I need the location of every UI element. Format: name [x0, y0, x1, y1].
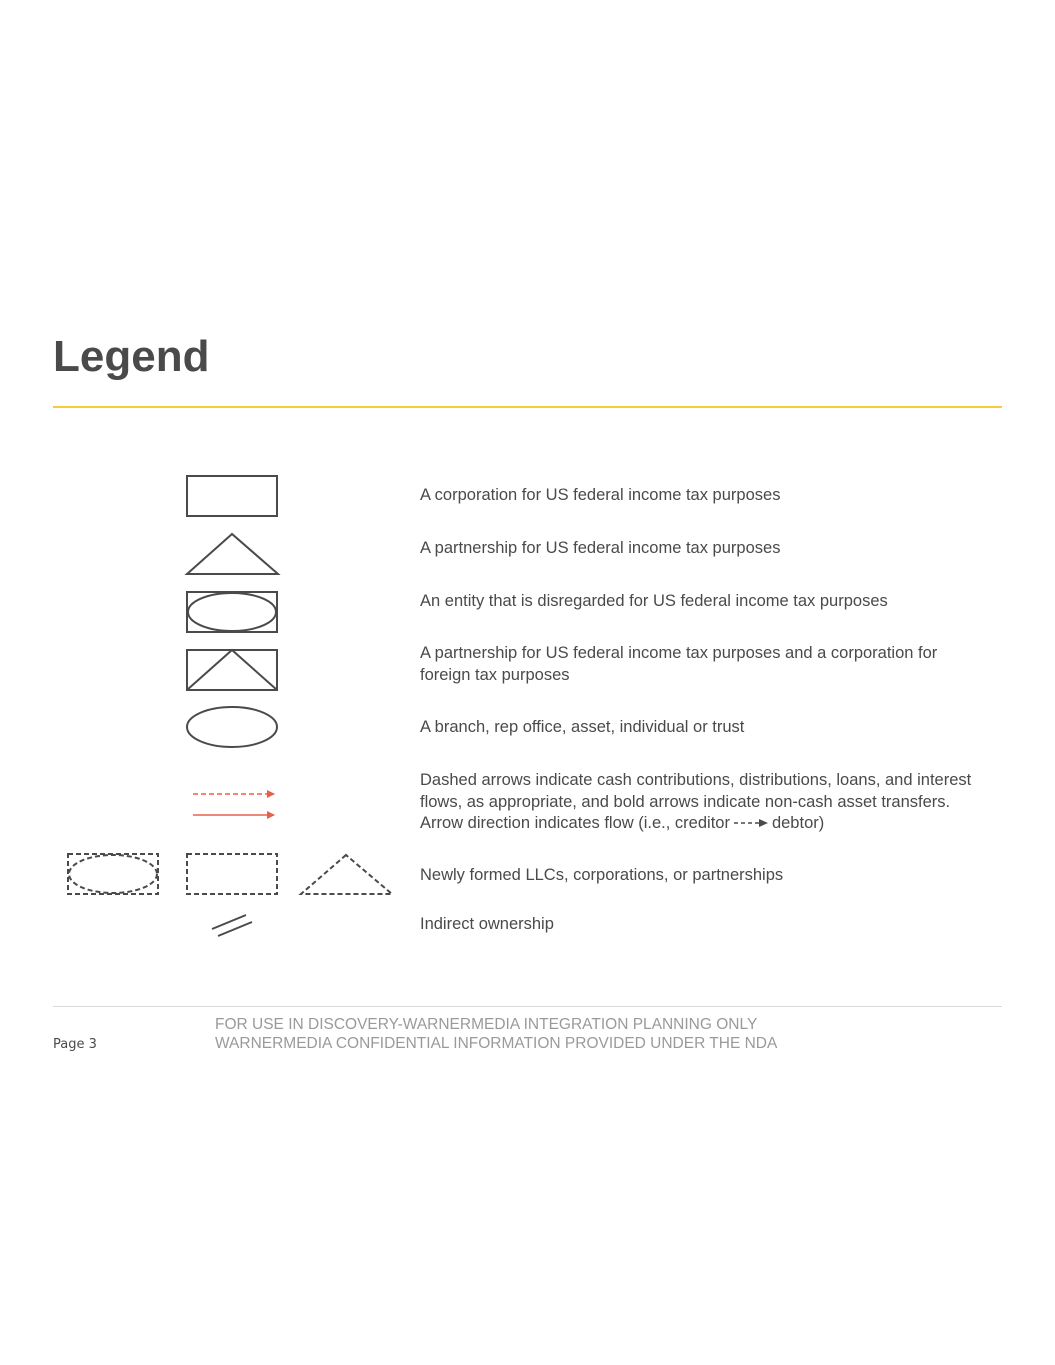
confidentiality-notice-line-2: WARNERMEDIA CONFIDENTIAL INFORMATION PROVIDED UNDER THE NDA: [215, 1035, 778, 1052]
legend-text-hybrid-entity: A partnership for US federal income tax purposes and a corporation for foreign tax purposes: [420, 644, 938, 684]
rectangle-icon: [187, 476, 277, 516]
title-divider: [53, 406, 1002, 408]
dashed-triangle-icon: [301, 855, 392, 894]
arrows-description-end: debtor): [771, 814, 825, 832]
inline-dashed-arrow-icon: [733, 818, 769, 828]
triangle-icon: [187, 534, 278, 574]
legend-text-indirect-ownership: Indirect ownership: [420, 915, 554, 933]
oval-icon: [187, 707, 277, 747]
dashed-oval-in-rectangle-icon: [68, 854, 158, 894]
confidentiality-notice-line-1: FOR USE IN DISCOVERY-WARNERMEDIA INTEGRATION PLANNING ONLY: [215, 1016, 758, 1033]
page-number: Page 3: [53, 1037, 97, 1052]
dashed-rectangle-icon: [187, 854, 277, 894]
legend-text-partnership: A partnership for US federal income tax purposes: [420, 539, 781, 557]
legend-text-disregarded-entity: An entity that is disregarded for US federal income tax purposes: [420, 592, 888, 610]
double-slash-icon: [212, 915, 252, 936]
legend-text-newly-formed: Newly formed LLCs, corporations, or partnerships: [420, 866, 784, 884]
oval-in-rectangle-icon: [187, 592, 277, 632]
page-title: Legend: [53, 332, 210, 381]
triangle-in-rectangle-icon: [187, 650, 277, 690]
legend-text-corporation: A corporation for US federal income tax purposes: [420, 486, 781, 504]
legend-text-arrows: [420, 770, 990, 835]
legend-text-branch: A branch, rep office, asset, individual or trust: [420, 718, 745, 736]
arrows-description: Dashed arrows indicate cash contributions, distributions, loans, and interest flows, as appropriate, and bold arrows indicate non-cash asset transfers. Arrow direction indicates flow (i.e., creditor: [420, 771, 972, 832]
footer-divider: [53, 1006, 1002, 1007]
